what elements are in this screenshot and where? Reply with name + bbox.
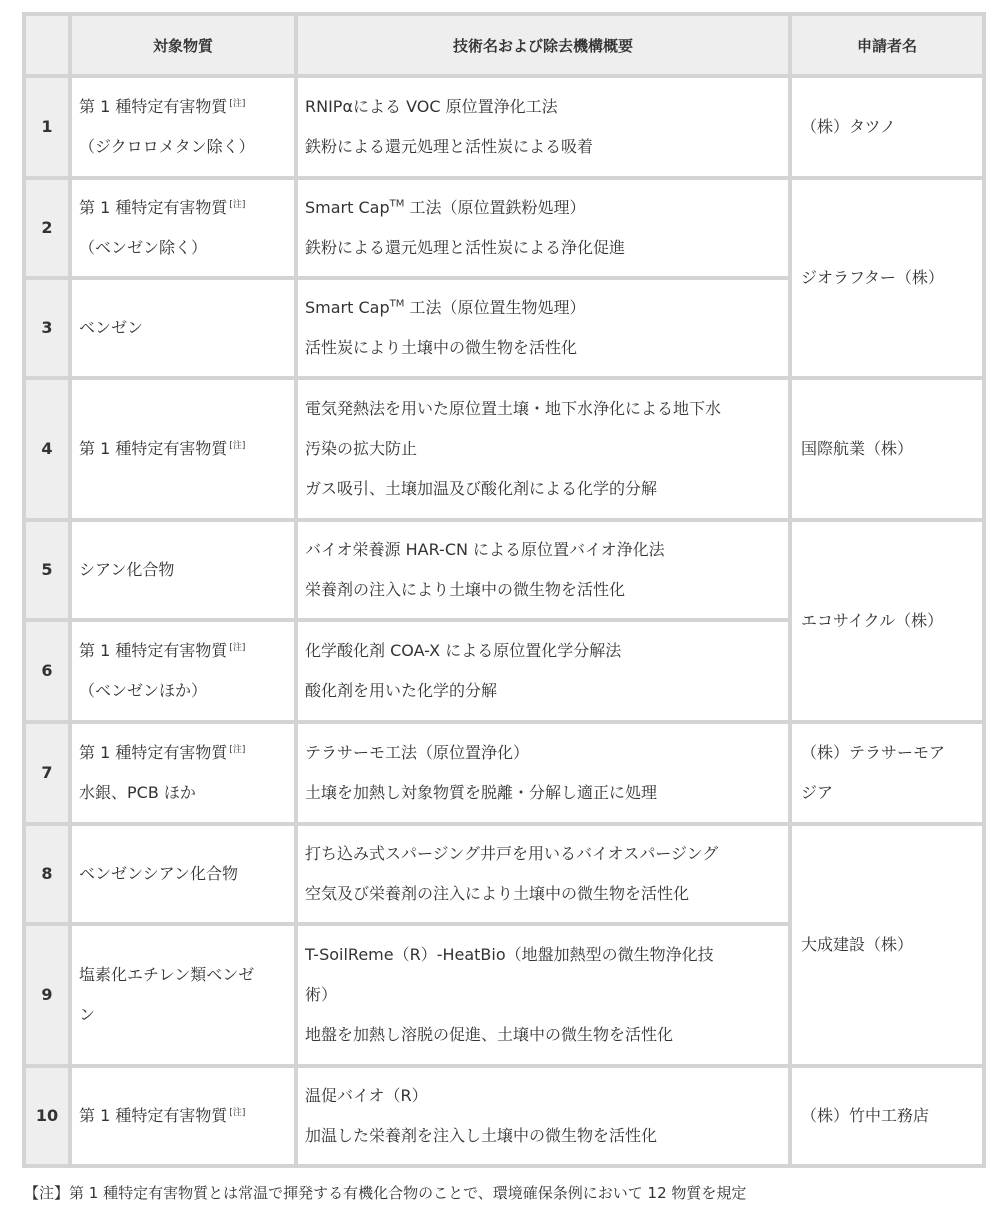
technology-summary: 打ち込み式スパージング井戸を用いるバイオスパージング 空気及び栄養剤の注入により土壌中の微生物を活性化	[296, 824, 790, 924]
technology-summary: バイオ栄養源 HAR-CN による原位置バイオ浄化法 栄養剤の注入により土壌中の微生物を活性化	[296, 520, 790, 620]
note-marker: [注]	[229, 642, 246, 653]
row-number: 5	[24, 520, 70, 620]
header-number	[24, 14, 70, 76]
row-number: 1	[24, 76, 70, 178]
header-target: 対象物質	[70, 14, 296, 76]
applicant-name: （株）竹中工務店	[790, 1066, 984, 1166]
row-number: 8	[24, 824, 70, 924]
technology-summary: RNIPαによる VOC 原位置浄化工法 鉄粉による還元処理と活性炭による吸着	[296, 76, 790, 178]
table-row	[24, 722, 984, 824]
target-substance: 第 1 種特定有害物質 [注] 水銀、PCB ほか	[70, 722, 296, 824]
target-substance: シアン化合物	[70, 520, 296, 620]
row-number: 3	[24, 278, 70, 378]
note-marker: [注]	[229, 440, 246, 451]
technology-summary: 電気発熱法を用いた原位置土壌・地下水浄化による地下水 汚染の拡大防止 ガス吸引、土壌加温及び酸化剤による化学的分解	[296, 378, 790, 520]
applicant-name: （株）タツノ	[790, 76, 984, 178]
target-substance: 第 1 種特定有害物質 [注] （ジクロロメタン除く）	[70, 76, 296, 178]
applicant-name: 大成建設（株）	[790, 824, 984, 1066]
note-marker: [注]	[229, 744, 246, 755]
table-row	[24, 520, 984, 620]
table-row	[24, 1066, 984, 1166]
technology-summary: テラサーモ工法（原位置浄化） 土壌を加熱し対象物質を脱離・分解し適正に処理	[296, 722, 790, 824]
target-substance: 第 1 種特定有害物質 [注]	[70, 1066, 296, 1166]
target-substance: ベンゼン	[70, 278, 296, 378]
table-row	[24, 824, 984, 924]
target-substance: 第 1 種特定有害物質 [注]	[70, 378, 296, 520]
row-number: 6	[24, 620, 70, 722]
table-row	[24, 178, 984, 278]
trademark-mark: TM	[389, 298, 405, 310]
technology-summary: T-SoilReme（R）-HeatBio（地盤加熱型の微生物浄化技 術） 地盤を加熱し溶脱の促進、土壌中の微生物を活性化	[296, 924, 790, 1066]
header-technology: 技術名および除去機構概要	[296, 14, 790, 76]
applicant-name: 国際航業（株）	[790, 378, 984, 520]
technology-summary: 温促バイオ（R） 加温した栄養剤を注入し土壌中の微生物を活性化	[296, 1066, 790, 1166]
row-number: 9	[24, 924, 70, 1066]
table-row	[24, 378, 984, 520]
table-row	[24, 76, 984, 178]
row-number: 7	[24, 722, 70, 824]
row-number: 2	[24, 178, 70, 278]
technology-summary: 化学酸化剤 COA-X による原位置化学分解法 酸化剤を用いた化学的分解	[296, 620, 790, 722]
technology-summary: Smart Cap™ 工法（原位置鉄粉処理） 鉄粉による還元処理と活性炭による浄化促進	[296, 178, 790, 278]
remediation-table	[22, 12, 986, 1168]
target-substance: 第 1 種特定有害物質 [注] （ベンゼン除く）	[70, 178, 296, 278]
target-substance: 塩素化エチレン類ベンゼ ン	[70, 924, 296, 1066]
note-marker: [注]	[229, 1107, 246, 1118]
footnote: 【注】第 1 種特定有害物質とは常温で揮発する有機化合物のことで、環境確保条例において 12 物質を規定	[24, 1184, 747, 1202]
applicant-name: エコサイクル（株）	[790, 520, 984, 722]
row-number: 4	[24, 378, 70, 520]
target-substance: 第 1 種特定有害物質 [注] （ベンゼンほか）	[70, 620, 296, 722]
row-number: 10	[24, 1066, 70, 1166]
applicant-name: （株）テラサーモア ジア	[790, 722, 984, 824]
target-substance: ベンゼンシアン化合物	[70, 824, 296, 924]
technology-summary: Smart Cap™ 工法（原位置生物処理） 活性炭により土壌中の微生物を活性化	[296, 278, 790, 378]
note-marker: [注]	[229, 98, 246, 109]
header-row	[24, 14, 984, 76]
applicant-name: ジオラフター（株）	[790, 178, 984, 378]
trademark-mark: TM	[389, 198, 405, 210]
note-marker: [注]	[229, 199, 246, 210]
header-applicant: 申請者名	[790, 14, 984, 76]
